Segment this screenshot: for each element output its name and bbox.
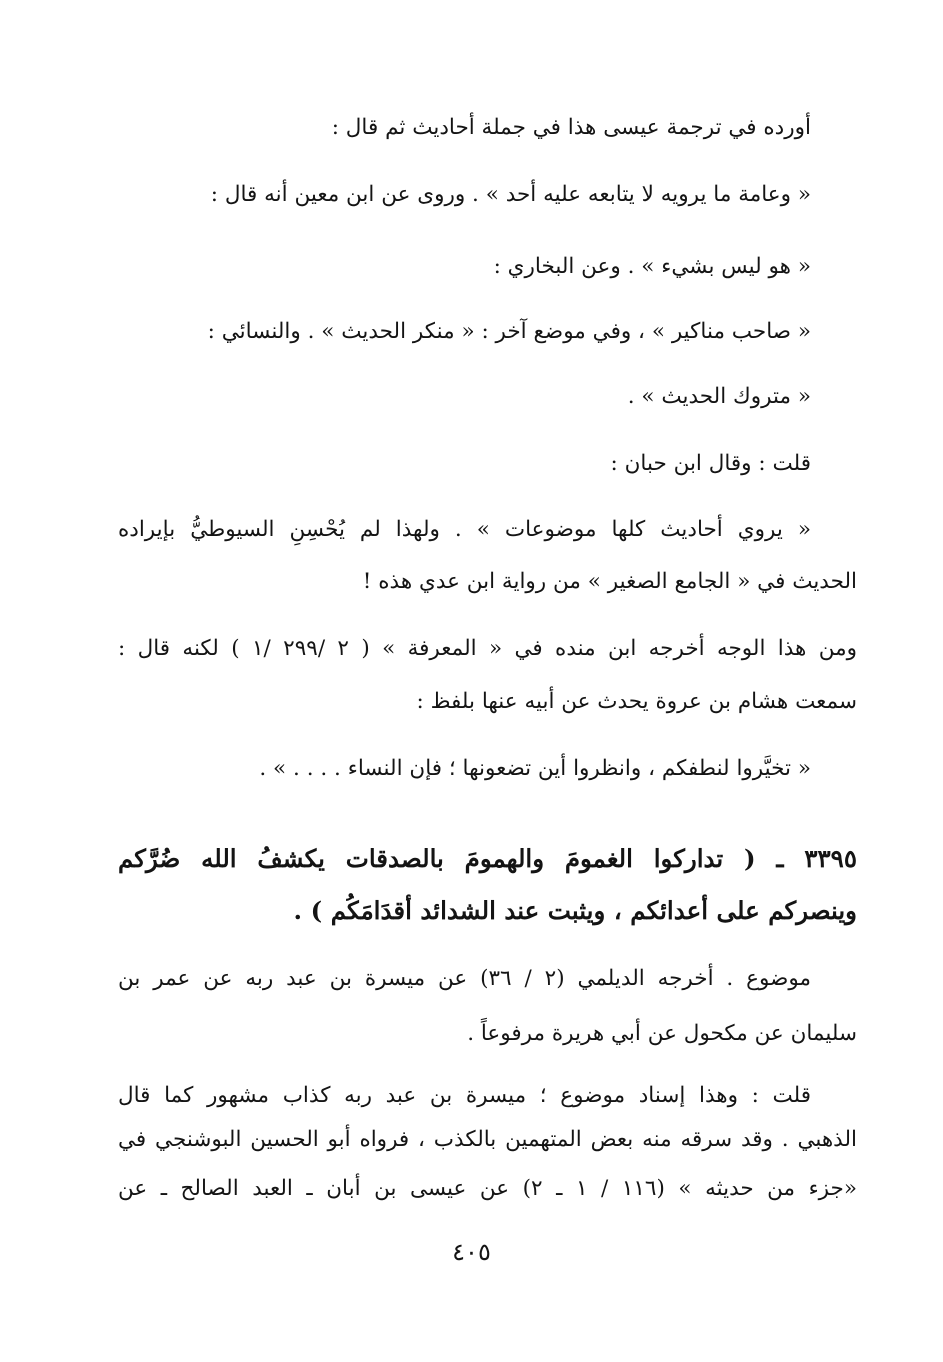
text-line: « هو ليس بشيء » . وعن البخاري : <box>493 254 811 279</box>
text-line: أورده في ترجمة عيسى هذا في جملة أحاديث ثم قال : <box>331 115 811 140</box>
text-line: الذهبي . وقد سرقه منه بعض المتهمين بالكذب ، فرواه أبو الحسين البوشنجي في <box>118 1127 857 1152</box>
text-line: سمعت هشام بن عروة يحدث عن أبيه عنها بلفظ : <box>416 689 857 714</box>
page-number: ٤٠٥ <box>452 1238 491 1266</box>
text-line: سليمان عن مكحول عن أبي هريرة مرفوعاً . <box>467 1021 857 1046</box>
hadith-heading-line: ٣٣٩٥ ـ ( تداركوا الغمومَ والهمومَ بالصدقات يكشفُ الله ضُرَّكم <box>118 844 857 873</box>
text-line: موضوع . أخرجه الديلمي (٢ / ٣٦) عن ميسرة بن عبد ربه عن عمر بن <box>118 966 811 991</box>
text-line: ومن هذا الوجه أخرجه ابن منده في « المعرفة » ( ٢ /٢٩٩ /١ ) لكنه قال : <box>118 636 858 661</box>
text-line: قلت : وقال ابن حبان : <box>610 451 811 476</box>
hadith-heading-line: وينصركم على أعدائكم ، ويثبت عند الشدائد أقدَامَكُم ) . <box>293 896 857 925</box>
text-line: « يروي أحاديث كلها موضوعات » . ولهذا لم يُحْسِنِ السيوطيُّ بإيراده <box>118 517 811 542</box>
text-line: « وعامة ما يرويه لا يتابعه عليه أحد » . وروى عن ابن معين أنه قال : <box>210 182 811 207</box>
text-line: « تخيَّروا لنطفكم ، وانظروا أين تضعونها ؛ فإن النساء . . . . » . <box>259 756 811 781</box>
text-line: «جزء من حديثه » (١١٦ / ١ ـ ٢) عن عيسى بن أبان ـ العبد الصالح ـ عن <box>118 1176 857 1201</box>
text-line: قلت : وهذا إسناد موضوع ؛ ميسرة بن عبد ربه كذاب مشهور كما قال <box>118 1083 811 1108</box>
text-line: الحديث في « الجامع الصغير » من رواية ابن عدي هذه ! <box>362 569 857 594</box>
text-line: « متروك الحديث » . <box>627 384 811 409</box>
text-line: « صاحب مناكير » ، وفي موضع آخر : « منكر الحديث » . والنسائي : <box>207 319 811 344</box>
